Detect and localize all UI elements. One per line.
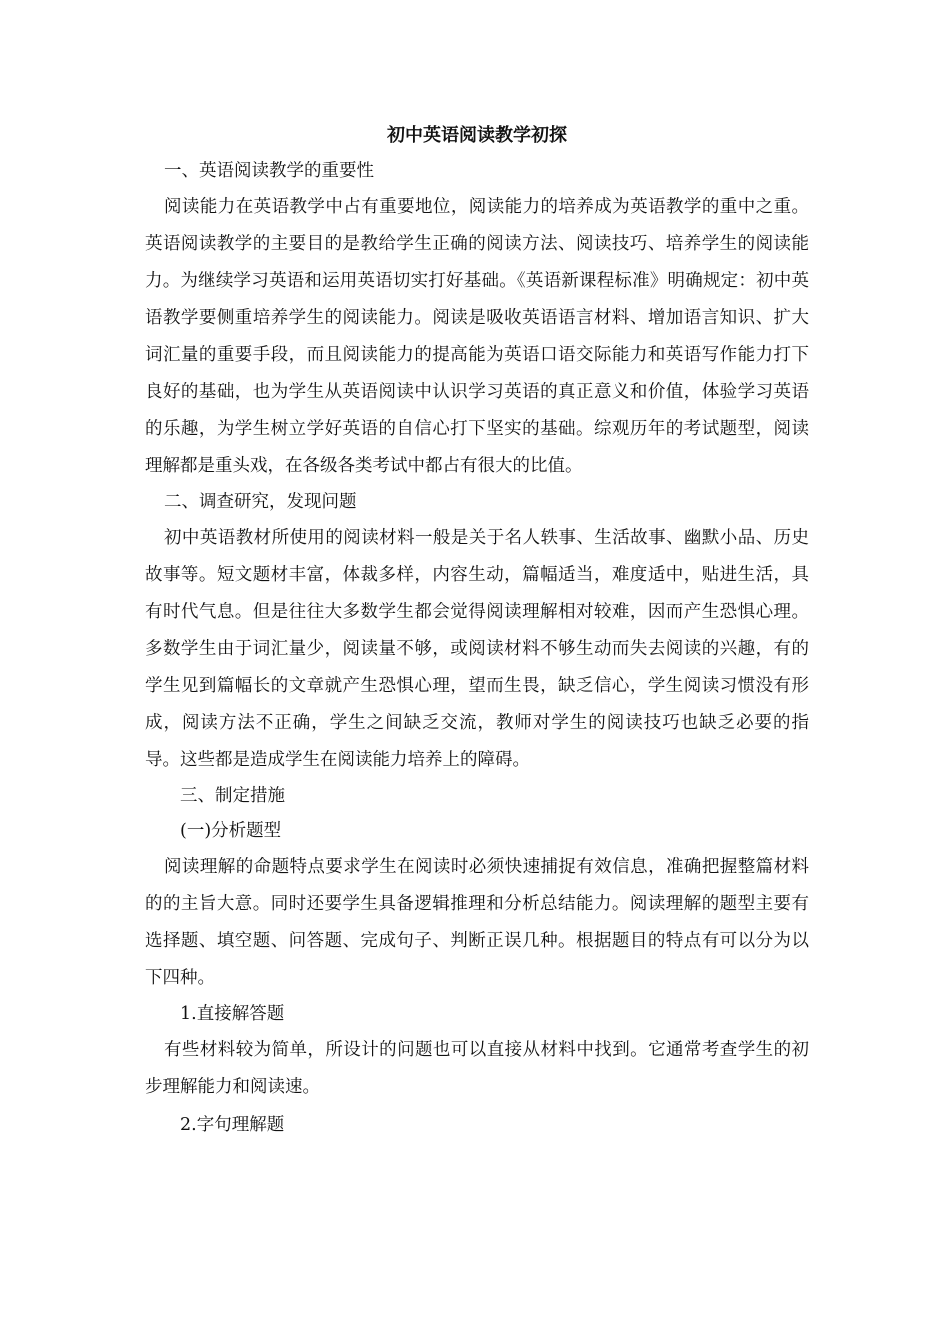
paragraph-analyze-types: 阅读理解的命题特点要求学生在阅读时必须快速捕捉有效信息，准确把握整篇材料的的主旨大意。同时还要学生具备逻辑推理和分析总结能力。阅读理解的题型主要有选择题、填空题、问答题、完成句子、判断正误几种。根据题目的特点有可以分为以下四种。 xyxy=(145,857,809,988)
document-body xyxy=(145,118,809,1143)
subsection-heading-analyze-types: (一)分析题型 xyxy=(180,821,282,841)
document-title: 初中英语阅读教学初探 xyxy=(387,125,567,146)
item-heading-direct-answer: 1.直接解答题 xyxy=(180,1004,285,1024)
section-heading-measures: 三、制定措施 xyxy=(180,786,285,806)
section-heading-importance: 一、英语阅读教学的重要性 xyxy=(164,161,374,181)
paragraph-direct-answer: 有些材料较为简单，所设计的问题也可以直接从材料中找到。它通常考查学生的初步理解能力和阅读速。 xyxy=(145,1040,809,1097)
paragraph-importance: 阅读能力在英语教学中占有重要地位，阅读能力的培养成为英语教学的重中之重。英语阅读教学的主要目的是教给学生正确的阅读方法、阅读技巧、培养学生的阅读能力。为继续学习英语和运用英语切实打好基础。《英语新课程标准》明确规定：初中英语教学要侧重培养学生的阅读能力。阅读是吸收英语语言材料、增加语言知识、扩大词汇量的重要手段，而且阅读能力的提高能为英语口语交际能力和英语写作能力打下良好的基础，也为学生从英语阅读中认识学习英语的真正意义和价值，体验学习英语的乐趣，为学生树立学好英语的自信心打下坚实的基础。综观历年的考试题型，阅读理解都是重头戏，在各级各类考试中都占有很大的比值。 xyxy=(145,197,809,476)
paragraph-investigation: 初中英语教材所使用的阅读材料一般是关于名人轶事、生活故事、幽默小品、历史故事等。短文题材丰富，体裁多样，内容生动，篇幅适当，难度适中，贴进生活，具有时代气息。但是往往大多数学生都会觉得阅读理解相对较难，因而产生恐惧心理。多数学生由于词汇量少，阅读量不够，或阅读材料不够生动而失去阅读的兴趣，有的学生见到篇幅长的文章就产生恐惧心理，望而生畏，缺乏信心，学生阅读习惯没有形成，阅读方法不正确，学生之间缺乏交流，教师对学生的阅读技巧也缺乏必要的指导。这些都是造成学生在阅读能力培养上的障碍。 xyxy=(145,528,809,770)
item-heading-word-sentence: 2.字句理解题 xyxy=(180,1115,285,1135)
section-heading-investigation: 二、调查研究，发现问题 xyxy=(164,492,357,512)
